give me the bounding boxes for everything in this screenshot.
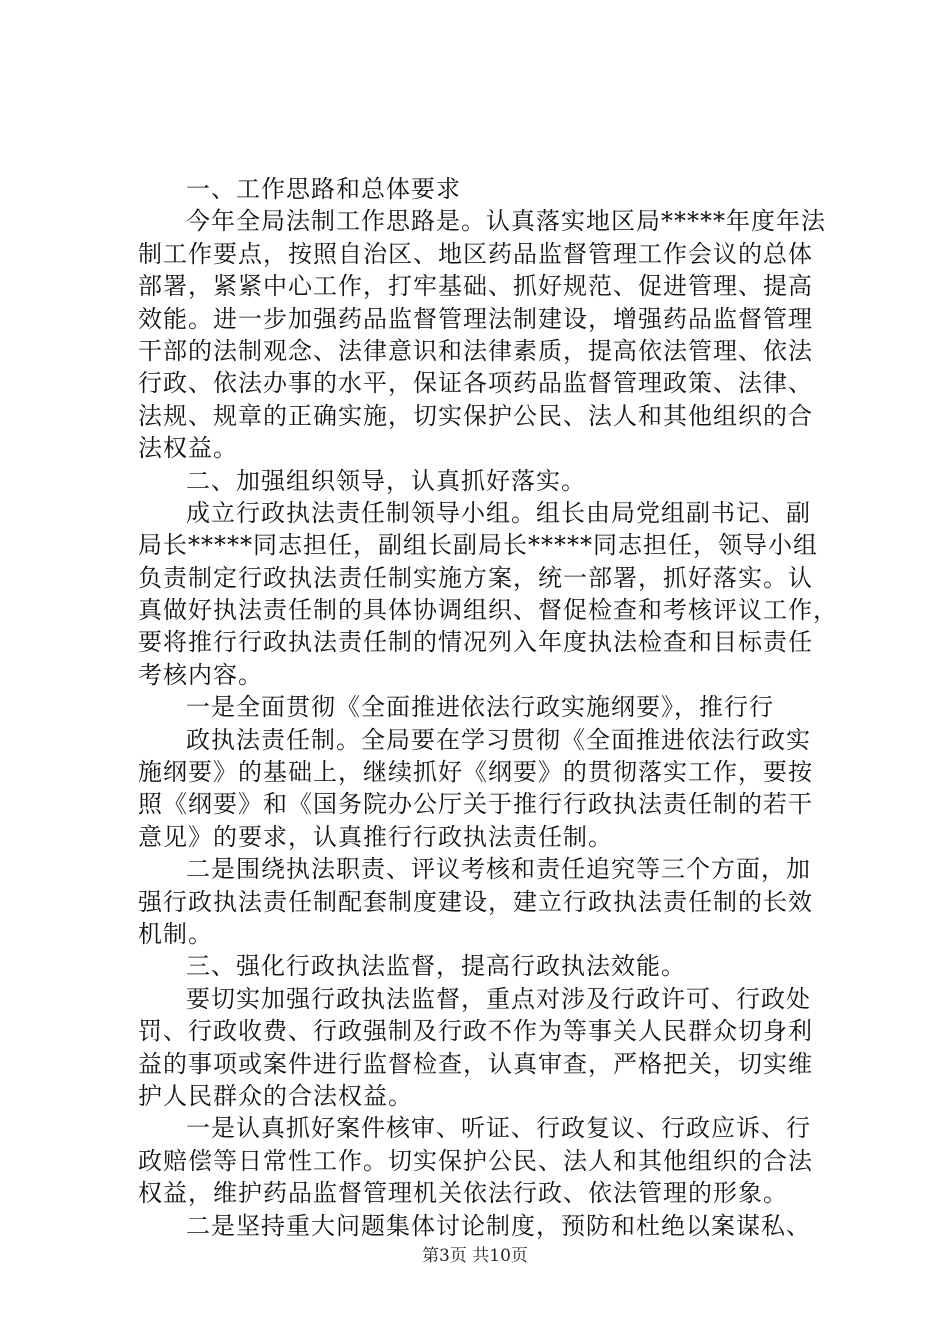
paragraph-line: 法权益。: [138, 434, 238, 463]
paragraph-line: 机制。: [138, 919, 213, 948]
paragraph-line: 制工作要点，按照自治区、地区药品监督管理工作会议的总体: [138, 239, 813, 268]
paragraph-line: 施纲要》的基础上，继续抓好《纲要》的贯彻落实工作，要按: [138, 758, 813, 787]
paragraph-line: 要切实加强行政执法监督，重点对涉及行政许可、行政处: [186, 984, 811, 1013]
paragraph-line: 考核内容。: [138, 660, 263, 689]
paragraph-line: 二是坚持重大问题集体讨论制度，预防和杜绝以案谋私、: [186, 1211, 811, 1240]
paragraph-line: 益的事项或案件进行监督检查，认真审查，严格把关，切实维: [138, 1049, 813, 1078]
paragraph-line: 成立行政执法责任制领导小组。组长由局党组副书记、副: [186, 498, 811, 527]
paragraph-line: 权益，维护药品监督管理机关依法行政、依法管理的形象。: [138, 1179, 788, 1208]
paragraph-line: 法规、规章的正确实施，切实保护公民、法人和其他组织的合: [138, 401, 813, 430]
section-heading: 二、加强组织领导，认真抓好落实。: [186, 466, 586, 495]
paragraph-line: 强行政执法责任制配套制度建设，建立行政执法责任制的长效: [138, 887, 813, 916]
section-heading: 三、强化行政执法监督，提高行政执法效能。: [186, 952, 686, 981]
paragraph-line: 行政、依法办事的水平，保证各项药品监督管理政策、法律、: [138, 369, 813, 398]
paragraph-line: 护人民群众的合法权益。: [138, 1081, 413, 1110]
paragraph-line: 今年全局法制工作思路是。认真落实地区局*****年度年法: [186, 207, 826, 236]
paragraph-line: 意见》的要求，认真推行行政执法责任制。: [138, 822, 613, 851]
paragraph-line: 效能。进一步加强药品监督管理法制建设，增强药品监督管理: [138, 304, 813, 333]
paragraph-line: 要将推行行政执法责任制的情况列入年度执法检查和目标责任: [138, 628, 813, 657]
paragraph-line: 政执法责任制。全局要在学习贯彻《全面推进依法行政实: [186, 725, 811, 754]
document-body: [138, 173, 838, 1242]
paragraph-line: 部署，紧紧中心工作，打牢基础、抓好规范、促进管理、提高: [138, 272, 813, 301]
paragraph-line: 真做好执法责任制的具体协调组织、督促检查和考核评议工作，: [138, 596, 838, 625]
paragraph-line: 负责制定行政执法责任制实施方案，统一部署，抓好落实。认: [138, 563, 813, 592]
paragraph-line: 一是全面贯彻《全面推进依法行政实施纲要》，推行行: [186, 693, 774, 722]
section-heading: 一、工作思路和总体要求: [186, 175, 461, 203]
paragraph-line: 罚、行政收费、行政强制及行政不作为等事关人民群众切身利: [138, 1017, 813, 1046]
paragraph-line: 政赔偿等日常性工作。切实保护公民、法人和其他组织的合法: [138, 1146, 813, 1175]
paragraph-line: 局长*****同志担任，副组长副局长*****同志担任，领导小组: [138, 531, 818, 560]
paragraph-line: 一是认真抓好案件核审、听证、行政复议、行政应诉、行: [186, 1114, 811, 1143]
paragraph-line: 二是围绕执法职责、评议考核和责任追究等三个方面，加: [186, 855, 811, 884]
paragraph-line: 照《纲要》和《国务院办公厅关于推行行政执法责任制的若干: [138, 790, 813, 819]
page-number-footer: 第3页 共10页: [422, 1246, 528, 1266]
paragraph-line: 干部的法制观念、法律意识和法律素质，提高依法管理、依法: [138, 336, 813, 365]
